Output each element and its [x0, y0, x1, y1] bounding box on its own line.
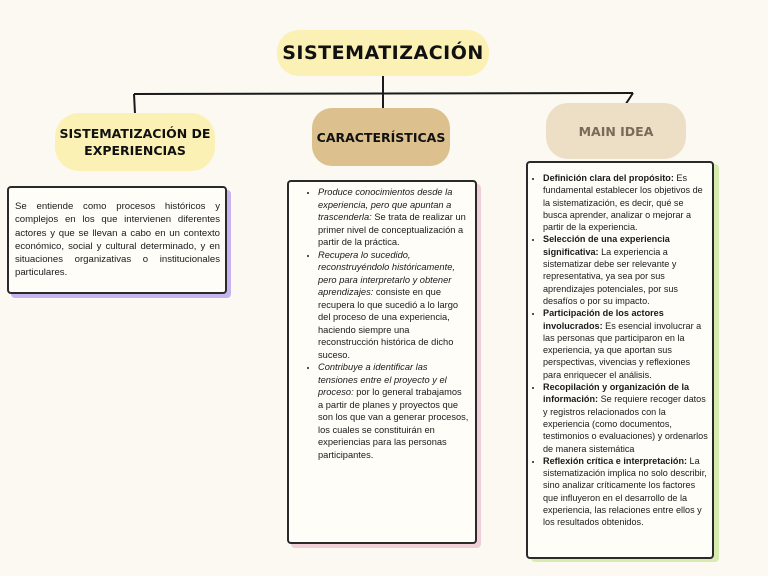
- item-text: Es fundamental establecer los objetivos de la sistematización, es decir, qué se busca aprender, analizar o mejorar a partir de la experiencia.: [543, 173, 703, 233]
- item-text: La experiencia a sistematizar debe ser relevante y representativa, ya sea por sus aprendizajes potenciales, por sus desafíos o por su impacto.: [543, 246, 678, 306]
- list-item: [318, 361, 469, 461]
- definition-text: Se entiende como procesos históricos y complejos en los que intervienen diferentes actores y que se llevan a cabo en un contexto económico, social y cultural determinado, y en situaciones organizativas o institucionales particulares.: [15, 201, 220, 279]
- main-idea-list: [528, 172, 708, 529]
- item-text: Es esencial involucrar a las personas que participaron en la experiencia, ya que aportan sus perspectivas, vivencias y reflexiones para enriquecer el análisis.: [543, 320, 702, 380]
- main-title: SISTEMATIZACIÓN: [277, 30, 489, 76]
- item-text: Se trata de realizar un primer nivel de conceptualización a partir de la práctica.: [318, 212, 466, 247]
- item-lead: Participación de los actores involucrados:: [543, 308, 664, 331]
- definition-box: [7, 186, 227, 294]
- item-lead: Recupera lo sucedido, reconstruyéndolo históricamente, pero para interpretarlo y obtener aprendizajes:: [318, 249, 455, 297]
- list-item: [318, 249, 469, 362]
- list-item: [543, 307, 708, 381]
- characteristics-box: [287, 180, 477, 544]
- item-lead: Produce conocimientos desde la experiencia, pero que apuntan a trascenderla:: [318, 187, 453, 222]
- list-item: [543, 455, 708, 529]
- item-lead: Reflexión crítica e interpretación:: [543, 455, 688, 466]
- item-lead: Selección de una experiencia significativa:: [543, 234, 670, 257]
- item-text: Se requiere recoger datos y registros relacionados con la experiencia (como documentos, testimonios o evaluaciones) y ordenarlos de manera sistemática: [543, 394, 708, 454]
- item-lead: Contribuye a identificar las tensiones entre el proyecto y el proceso:: [318, 362, 447, 397]
- heading-sistematizacion-de-experiencias: SISTEMATIZACIÓN DE EXPERIENCIAS: [55, 113, 215, 171]
- connector-left-down: [134, 94, 135, 114]
- item-lead: Recopilación y organización de la información:: [543, 382, 690, 405]
- item-text: por lo general trabajamos a partir de planes y proyectos que son los que van a generar procesos, los cuales se constituirán en experiencias para las personas participantes.: [318, 387, 469, 460]
- heading-caracteristicas: CARACTERÍSTICAS: [312, 108, 450, 166]
- list-item: [543, 233, 708, 307]
- list-item: [543, 381, 708, 455]
- item-text: consiste en que recupera lo que sucedió a lo largo del proceso de una experiencia, haciendo siempre una reconstrucción histórica de dicho suceso.: [318, 287, 459, 360]
- characteristics-list: [293, 186, 469, 461]
- list-item: [543, 172, 708, 233]
- item-text: La sistematización implica no solo describir, sino analizar críticamente los factores que influyeron en el desarrollo de la experiencia, las relaciones entre ellos y los resultados obtenidos.: [543, 455, 707, 528]
- heading-main-idea: MAIN IDEA: [546, 103, 686, 159]
- item-lead: Definición clara del propósito:: [543, 173, 674, 183]
- connector-horizontal: [134, 93, 633, 94]
- list-item: [318, 186, 469, 249]
- main-idea-box: [526, 161, 714, 559]
